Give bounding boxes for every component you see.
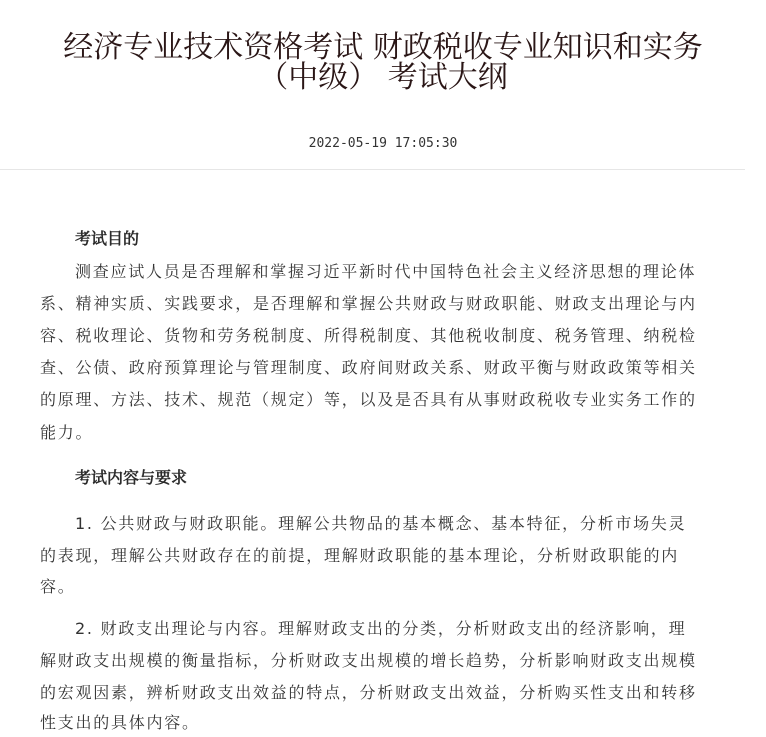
divider (0, 169, 745, 170)
section-heading-content: 考试内容与要求 (75, 468, 188, 487)
publish-date: 2022-05-19 17:05:30 (308, 136, 458, 151)
item-line: 容。 (40, 577, 76, 596)
paragraph-line: 系、精神实质、实践要求，是否理解和掌握公共财政与财政职能、财政支出理论与内 (40, 294, 697, 313)
section-heading-purpose: 考试目的 (75, 229, 140, 248)
item-line: 的表现，理解公共财政存在的前提，理解财政职能的基本理论，分析财政职能的内 (40, 546, 680, 565)
paragraph-line: 的原理、方法、技术、规范（规定）等，以及是否具有从事财政税收专业实务工作的 (40, 390, 697, 409)
item-line: 2. 财政支出理论与内容。理解财政支出的分类，分析财政支出的经济影响，理 (75, 619, 687, 638)
article-title-line-1: 经济专业技术资格考试 财政税收专业知识和实务 (63, 30, 703, 65)
item-line: 1. 公共财政与财政职能。理解公共物品的基本概念、基本特征，分析市场失灵 (75, 514, 687, 533)
paragraph-line: 能力。 (40, 423, 94, 442)
item-line: 解财政支出规模的衡量指标，分析财政支出规模的增长趋势，分析影响财政支出规模 (40, 651, 697, 670)
paragraph-line: 测查应试人员是否理解和掌握习近平新时代中国特色社会主义经济思想的理论体 (75, 262, 697, 281)
item-line: 性支出的具体内容。 (40, 713, 200, 732)
article-title-line-2: （中级） 考试大纲 (258, 60, 508, 95)
paragraph-line: 容、税收理论、货物和劳务税制度、所得税制度、其他税收制度、税务管理、纳税检 (40, 326, 697, 345)
item-line: 的宏观因素，辨析财政支出效益的特点，分析财政支出效益，分析购买性支出和转移 (40, 683, 697, 702)
paragraph-line: 查、公债、政府预算理论与管理制度、政府间财政关系、财政平衡与财政政策等相关 (40, 358, 697, 377)
